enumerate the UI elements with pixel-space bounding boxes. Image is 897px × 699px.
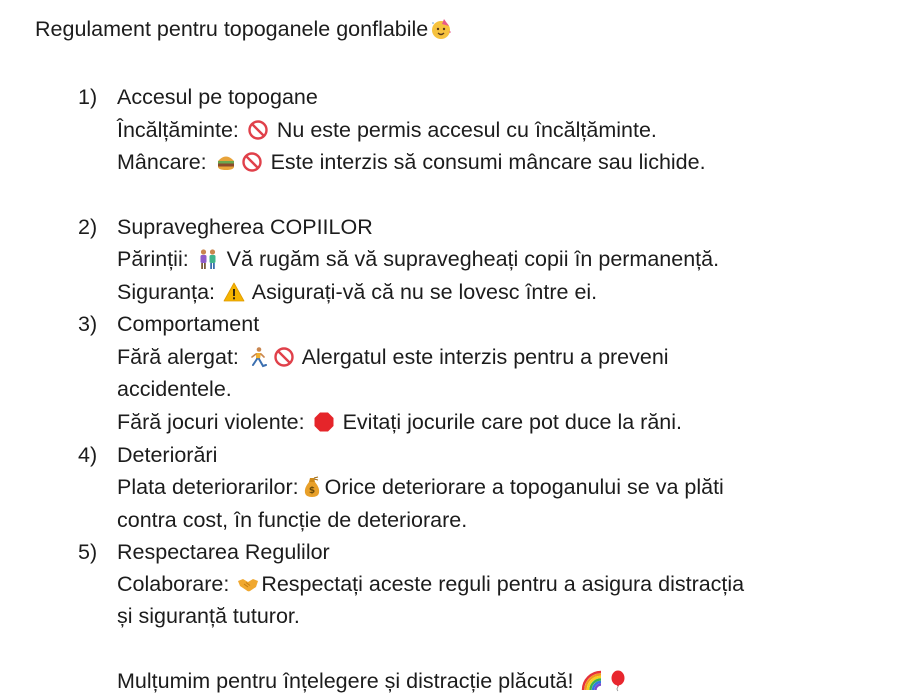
rule-label: Fără jocuri violente: <box>117 410 305 434</box>
handshake-icon <box>237 573 259 595</box>
party-face-icon <box>430 18 452 40</box>
rule-text: Este interzis să consumi mâncare sau lichide. <box>270 150 706 174</box>
rule-label: Plata deteriorarilor: <box>117 475 299 499</box>
section-number: 5) <box>78 540 98 564</box>
rule-label: Siguranța: <box>117 280 216 304</box>
stop-sign-icon <box>313 411 335 433</box>
closing-text: Mulțumim pentru înțelegere și distracție plăcută! <box>117 669 574 693</box>
rule-text: Alergatul este interzis pentru a preveni <box>301 345 669 369</box>
rule-item <box>117 147 706 177</box>
rule-label: Mâncare: <box>117 150 207 174</box>
rainbow-icon <box>581 670 603 692</box>
section-number: 3) <box>78 312 98 336</box>
rule-item <box>117 244 719 274</box>
section-number: 4) <box>78 443 98 467</box>
rule-label: Încălțăminte: <box>117 118 239 142</box>
prohibited-icon <box>241 151 263 173</box>
rule-item <box>117 342 669 372</box>
rule-item <box>117 569 744 599</box>
rule-text: Asigurați-vă că nu se lovesc între ei. <box>251 280 598 304</box>
rule-text: Orice deteriorare a topoganului se va plăti <box>324 475 724 499</box>
couple-icon <box>197 248 219 270</box>
section-heading: Accesul pe topogane <box>117 85 318 109</box>
prohibited-icon <box>247 119 269 141</box>
section-number: 2) <box>78 215 98 239</box>
rule-text: Evitați jocurile care pot duce la răni. <box>342 410 682 434</box>
warning-icon <box>223 281 245 303</box>
section-heading: Supravegherea COPIILOR <box>117 215 373 239</box>
svg-text:$: $ <box>308 486 315 496</box>
section-number: 1) <box>78 85 98 109</box>
prohibited-icon <box>273 346 295 368</box>
rule-label: Părinții: <box>117 247 189 271</box>
rule-item <box>117 115 657 145</box>
money-bag-icon <box>301 476 323 498</box>
balloon-icon <box>607 670 629 692</box>
rule-item <box>117 277 597 307</box>
rule-text: Respectați aceste reguli pentru a asigura distracția <box>261 572 745 596</box>
rule-text: Nu este permis accesul cu încălțăminte. <box>276 118 657 142</box>
section-heading: Respectarea Regulilor <box>117 540 330 564</box>
closing-message <box>117 666 631 696</box>
document-title <box>35 14 454 44</box>
rule-text: Vă rugăm să vă supravegheați copii în permanență. <box>226 247 720 271</box>
rule-label: Fără alergat: <box>117 345 239 369</box>
rule-item <box>117 472 724 502</box>
rule-text-continuation: și siguranță tuturor. <box>117 604 300 628</box>
hamburger-icon <box>215 151 237 173</box>
rule-text-continuation: contra cost, în funcție de deteriorare. <box>117 508 468 532</box>
rule-item <box>117 407 682 437</box>
rule-text-continuation: accidentele. <box>117 377 232 401</box>
section-heading: Comportament <box>117 312 260 336</box>
rule-label: Colaborare: <box>117 572 230 596</box>
section-heading: Deteriorări <box>117 443 218 467</box>
document-title-text: Regulament pentru topoganele gonflabile <box>35 17 429 41</box>
running-person-icon <box>247 346 269 368</box>
